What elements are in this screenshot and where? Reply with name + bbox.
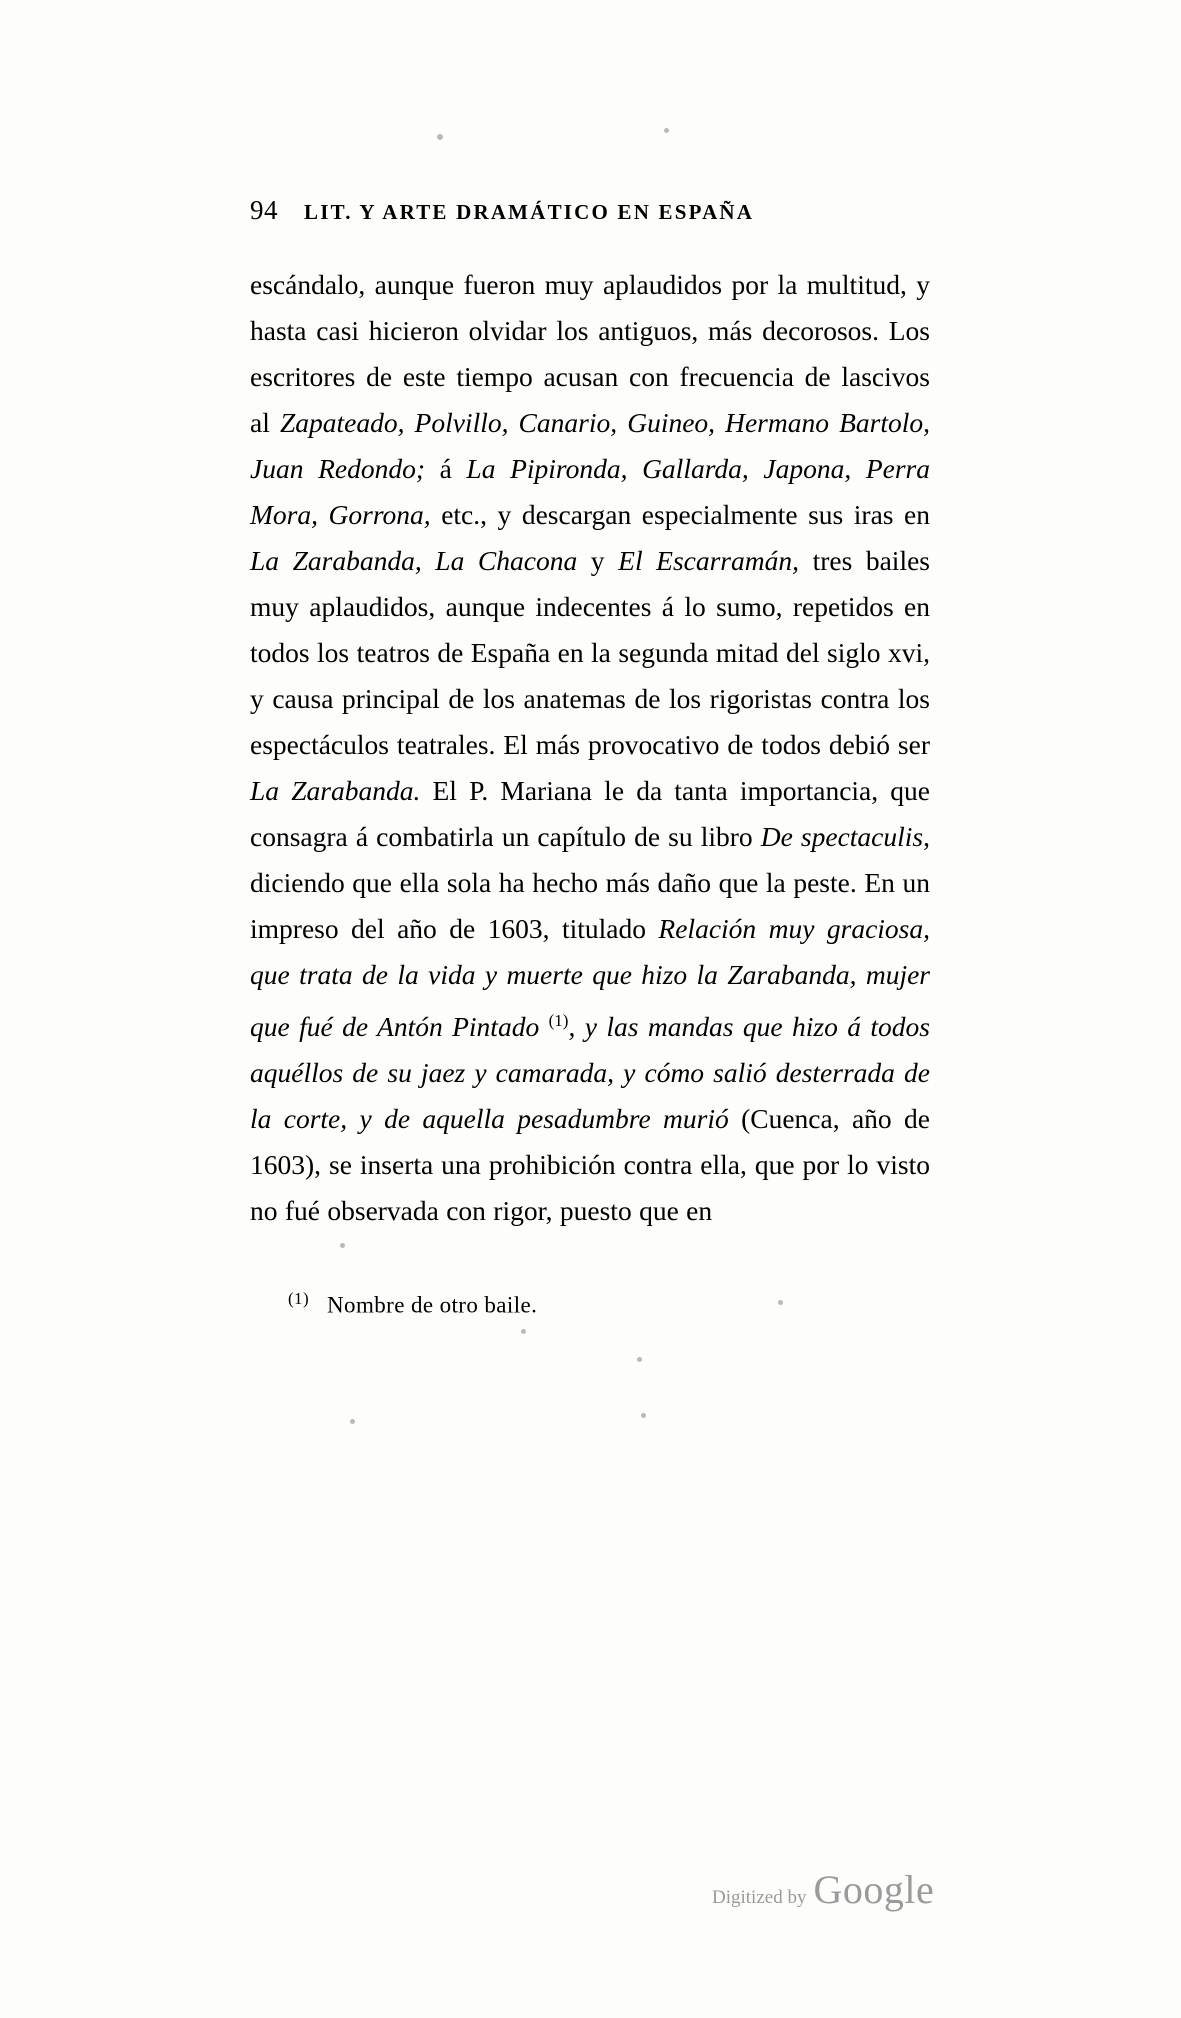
scan-speck [641,1413,646,1418]
footnote [288,1282,930,1323]
scan-speck [437,134,443,140]
watermark-prefix: Digitized by [712,1887,807,1908]
body-paragraph: escándalo, aunque fueron muy aplaudidos por la multitud, y hasta casi hicieron olvidar los antiguos, más decorosos. Los escritores de este tiempo acusan con frecuencia de lascivos al Zapateado, Polvillo, Canario, Guineo, Hermano Bartolo, Juan Redondo; á La Pipironda, Gallarda, Japona, Perra Mora, Gorrona, etc., y descargan especialmente sus iras en La Zarabanda, La Chacona y El Escarramán, tres bailes muy aplaudidos, aunque indecentes á lo sumo, repetidos en todos los teatros de España en la segunda mitad del siglo xvi, y causa principal de los anatemas de los rigoristas contra los espectáculos teatrales. El más provocativo de todos debió ser La Zarabanda. El P. Mariana le da tanta importancia, que consagra á combatirla un capítulo de su libro De spectaculis, diciendo que ella sola ha hecho más daño que la peste. En un impreso del año de 1603, titulado Relación muy graciosa, que trata de la vida y muerte que hizo la Zarabanda, mujer que fué de Antón Pintado $^{(1)}$, y las mandas que hizo á todos aquéllos de su jaez y camarada, y cómo salió desterrada de la corte, y de aquella pesadumbre murió (Cuenca, año de 1603), se inserta una prohibición contra ella, que por lo visto no fué observada con rigor, puesto que en [250,269,931,1227]
page-number: 94 [250,195,278,225]
digitized-by-google-watermark [712,1866,934,1913]
google-logo-text: Google [813,1867,935,1912]
scan-speck [350,1419,355,1424]
scan-speck [521,1329,526,1334]
footnote-text: Nombre de otro baile. [327,1292,538,1318]
page-content [250,195,930,1323]
scan-speck [664,128,669,133]
scan-speck [637,1357,642,1362]
running-head-title: LIT. Y ARTE DRAMÁTICO EN ESPAÑA [304,200,755,224]
running-head [250,195,930,226]
footnote-marker: (1) [288,1289,310,1309]
